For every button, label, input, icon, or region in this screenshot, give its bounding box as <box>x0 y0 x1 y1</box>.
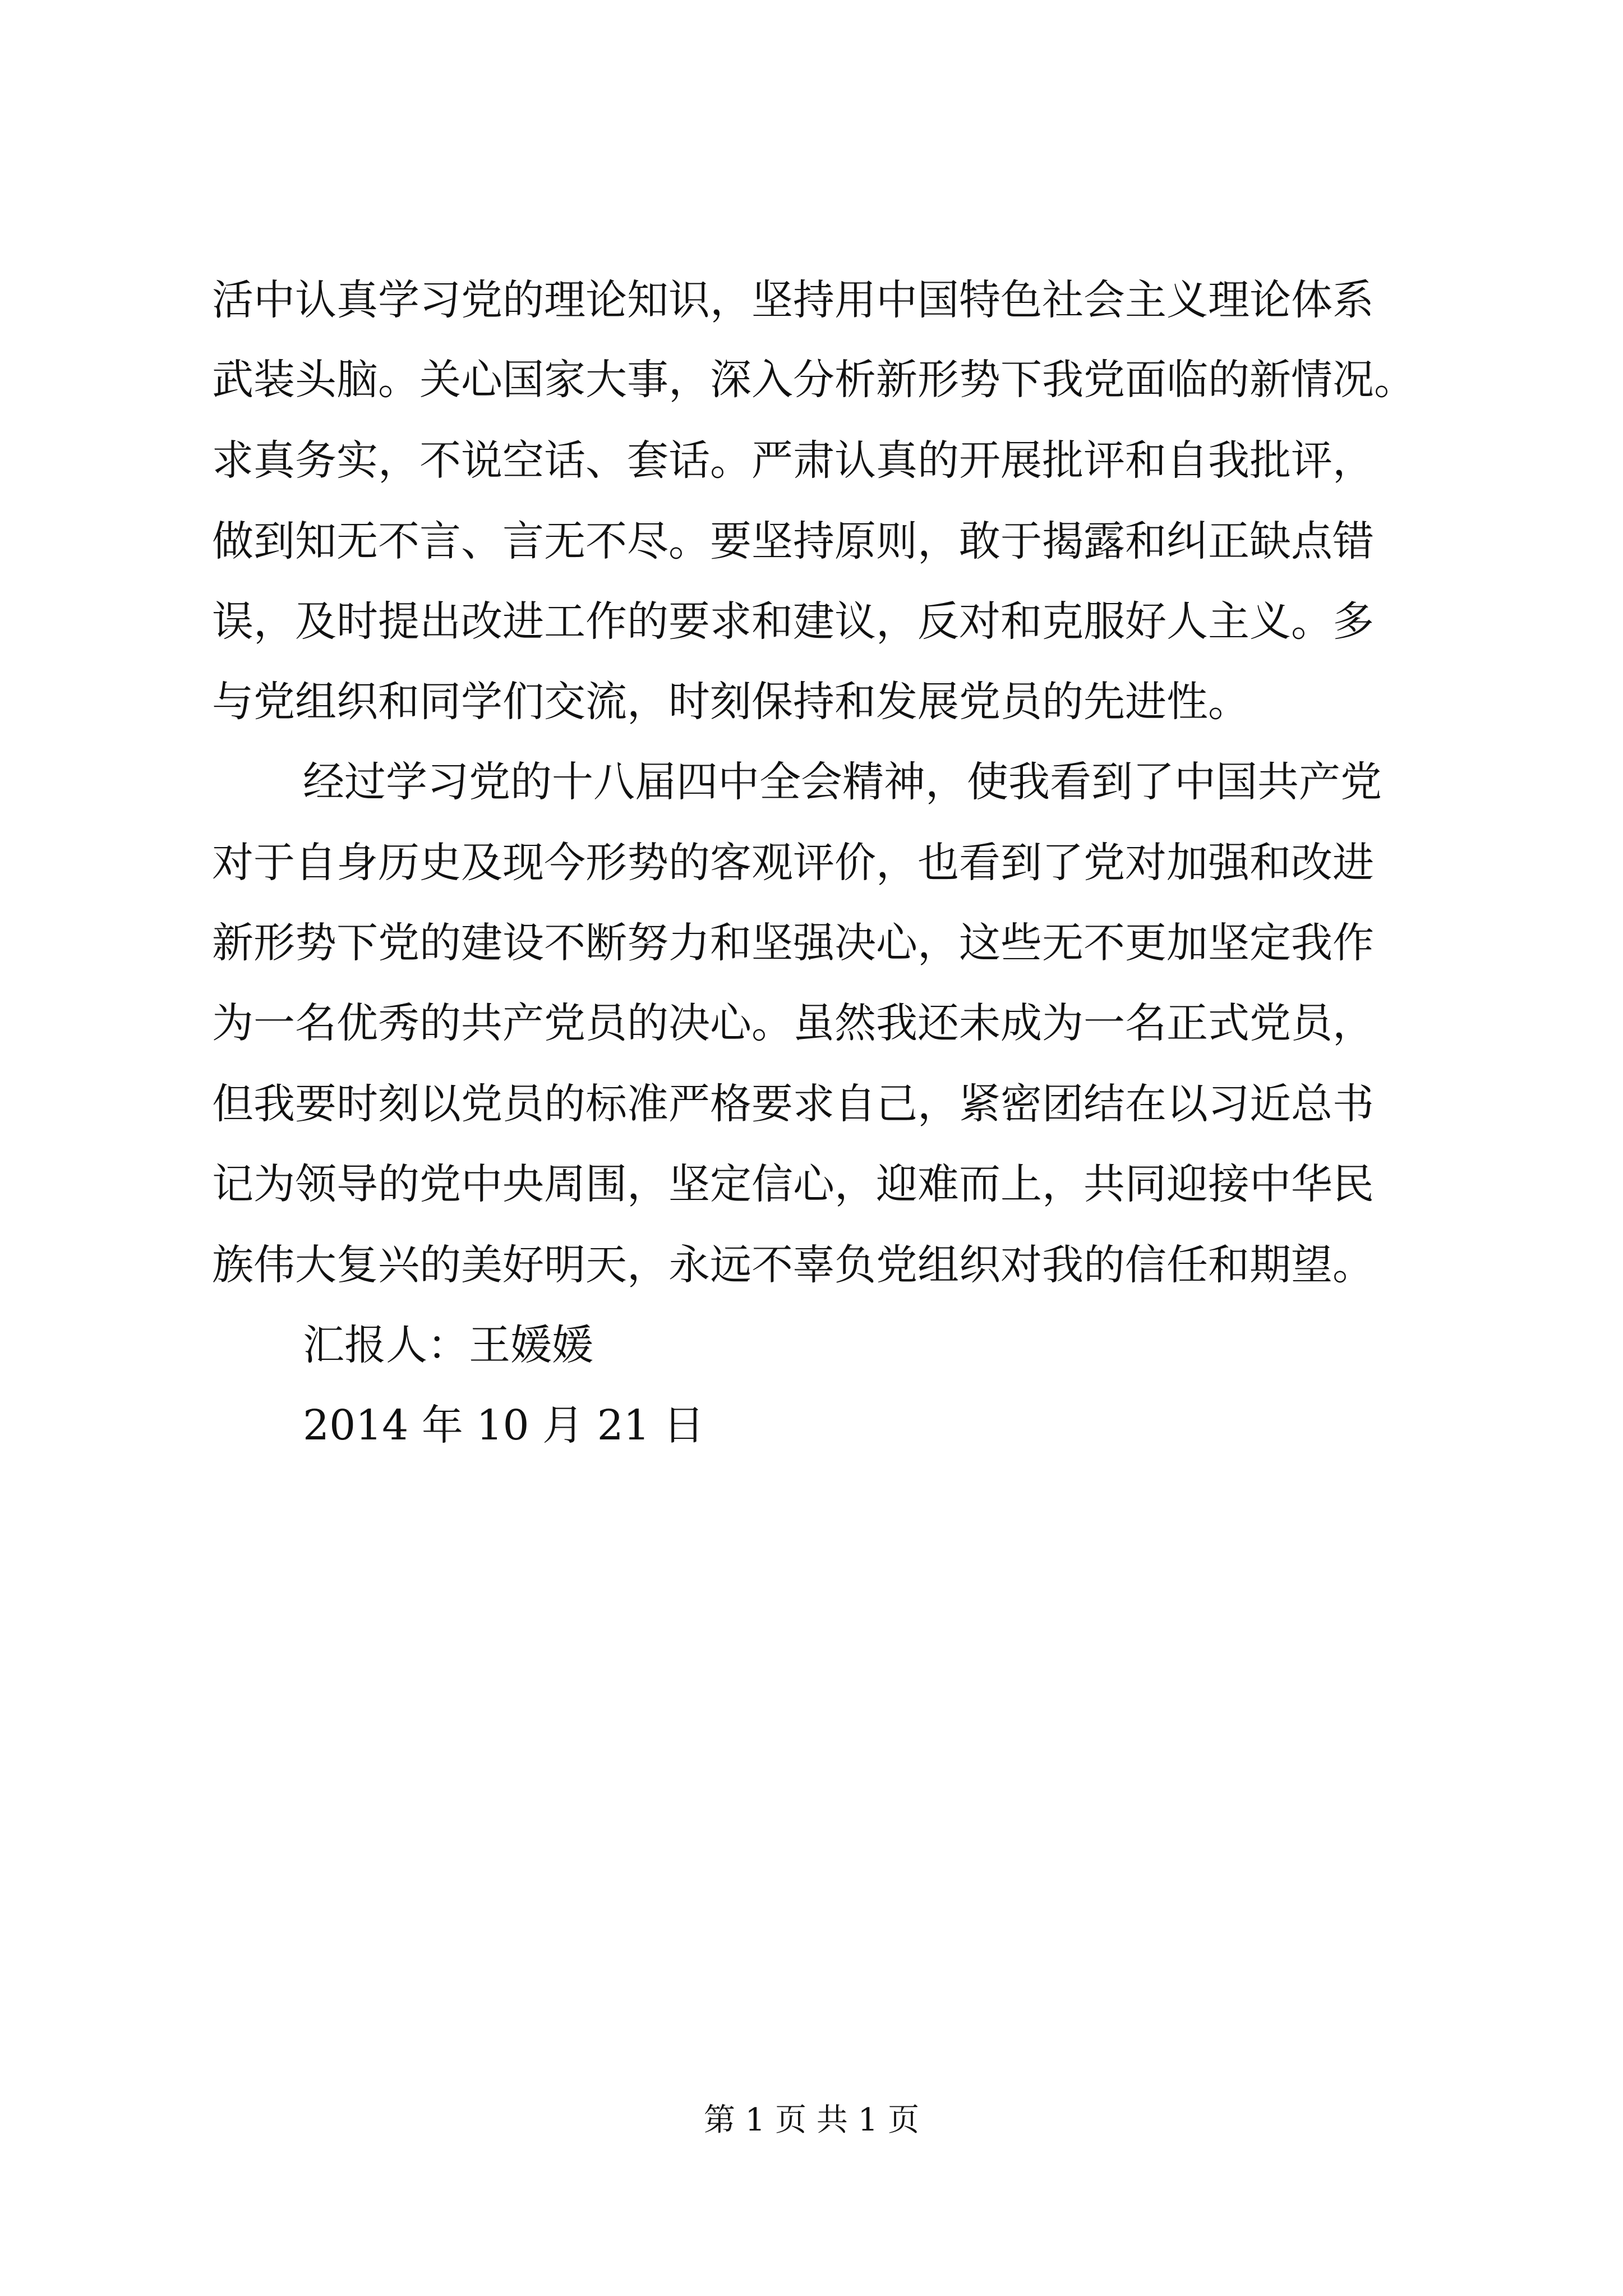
paragraph-line: 武装头脑。关心国家大事，深入分析新形势下我党面临的新情况。 <box>212 356 1415 404</box>
paragraph-line: 族伟大复兴的美好明天，永远不辜负党组织对我的信任和期望。 <box>212 1241 1374 1289</box>
page-footer: 第 1 页 共 1 页 <box>703 2102 920 2138</box>
paragraph-line: 误，及时提出改进工作的要求和建议，反对和克服好人主义。多 <box>212 597 1374 646</box>
paragraph-line: 对于自身历史及现今形势的客观评价，也看到了党对加强和改进 <box>212 839 1374 887</box>
paragraph-line: 经过学习党的十八届四中全会精神，使我看到了中国共产党 <box>303 758 1382 806</box>
paragraph-line: 但我要时刻以党员的标准严格要求自己，紧密团结在以习近总书 <box>212 1080 1374 1128</box>
paragraph-line: 做到知无不言、言无不尽。要坚持原则，敢于揭露和纠正缺点错 <box>212 517 1374 565</box>
paragraph-line: 活中认真学习党的理论知识，坚持用中国特色社会主义理论体系 <box>212 276 1374 324</box>
paragraph-line: 与党组织和同学们交流，时刻保持和发展党员的先进性。 <box>212 678 1249 726</box>
paragraph-line: 新形势下党的建设不断努力和坚强决心，这些无不更加坚定我作 <box>212 919 1374 967</box>
report-date: 2014 年 10 月 21 日 <box>303 1401 705 1450</box>
paragraph-line: 记为领导的党中央周围，坚定信心，迎难而上，共同迎接中华民 <box>212 1160 1374 1208</box>
paragraph-line: 为一名优秀的共产党员的决心。虽然我还未成为一名正式党员， <box>212 999 1374 1047</box>
reporter-signature: 汇报人：王媛媛 <box>303 1321 593 1369</box>
paragraph-line: 求真务实，不说空话、套话。严肃认真的开展批评和自我批评， <box>212 436 1374 485</box>
